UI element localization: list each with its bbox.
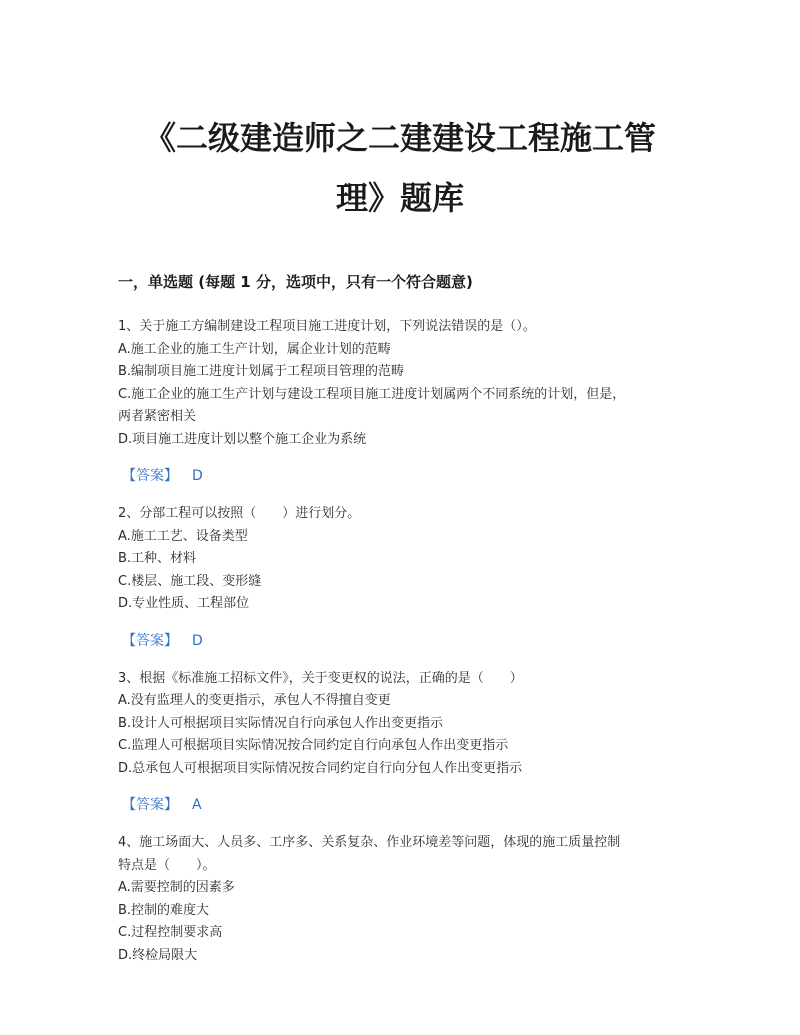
question-stem-continued: 特点是（ ）。 xyxy=(118,857,216,873)
question-4 xyxy=(118,832,682,967)
option-d: D.终检局限大 xyxy=(118,947,198,963)
question-list xyxy=(118,316,682,967)
question-stem: 3、根据《标准施工招标文件》，关于变更权的说法，正确的是（ ） xyxy=(118,670,523,686)
answer-value: A xyxy=(192,797,202,813)
option-b: B.控制的难度大 xyxy=(118,902,210,918)
question-stem: 2、分部工程可以按照（ ）进行划分。 xyxy=(118,506,361,521)
question-2 xyxy=(118,503,682,616)
answer-value: D xyxy=(192,468,203,484)
answer-1 xyxy=(122,465,682,487)
option-d: D.专业性质、工程部位 xyxy=(118,596,250,611)
option-a: A.需要控制的因素多 xyxy=(118,880,235,895)
answer-3 xyxy=(122,794,682,816)
answer-label: 【答案】 xyxy=(122,468,178,484)
option-c-continued: 两者紧密相关 xyxy=(118,409,197,424)
answer-label: 【答案】 xyxy=(122,797,178,813)
question-stem: 1、关于施工方编制建设工程项目施工进度计划，下列说法错误的是（）。 xyxy=(118,319,536,334)
option-c: C.监理人可根据项目实际情况按合同约定自行向承包人作出变更指示 xyxy=(118,738,509,753)
option-c: C.施工企业的施工生产计划与建设工程项目施工进度计划属两个不同系统的计划，但是， xyxy=(118,386,626,402)
option-a: A.施工工艺、设备类型 xyxy=(118,528,248,544)
question-1 xyxy=(118,316,682,451)
option-c: C.过程控制要求高 xyxy=(118,925,223,940)
option-c: C.楼层、施工段、变形缝 xyxy=(118,573,262,589)
question-3 xyxy=(118,668,682,781)
document-title xyxy=(118,108,682,228)
option-a: A.施工企业的施工生产计划，属企业计划的范畴 xyxy=(118,341,391,357)
question-stem: 4、施工场面大、人员多、工序多、关系复杂、作业环境差等问题，体现的施工质量控制 xyxy=(118,835,621,850)
answer-2 xyxy=(122,630,682,652)
answer-value: D xyxy=(192,632,203,649)
section-heading: 一，单选题 (每题 1 分，选项中，只有一个符合题意) xyxy=(118,273,473,291)
option-b: B.编制项目施工进度计划属于工程项目管理的范畴 xyxy=(118,364,405,379)
option-b: B.工种、材料 xyxy=(118,551,197,566)
option-b: B.设计人可根据项目实际情况自行向承包人作出变更指示 xyxy=(118,715,444,731)
option-d: D.总承包人可根据项目实际情况按合同约定自行向分包人作出变更指示 xyxy=(118,760,523,776)
document-title-line-1: 《二级建造师之二建建设工程施工管 xyxy=(143,119,656,157)
document-title-line-2: 理》题库 xyxy=(335,179,464,217)
answer-label: 【答案】 xyxy=(122,632,178,649)
option-a: A.没有监理人的变更指示，承包人不得擅自变更 xyxy=(118,693,391,708)
option-d: D.项目施工进度计划以整个施工企业为系统 xyxy=(118,431,367,447)
